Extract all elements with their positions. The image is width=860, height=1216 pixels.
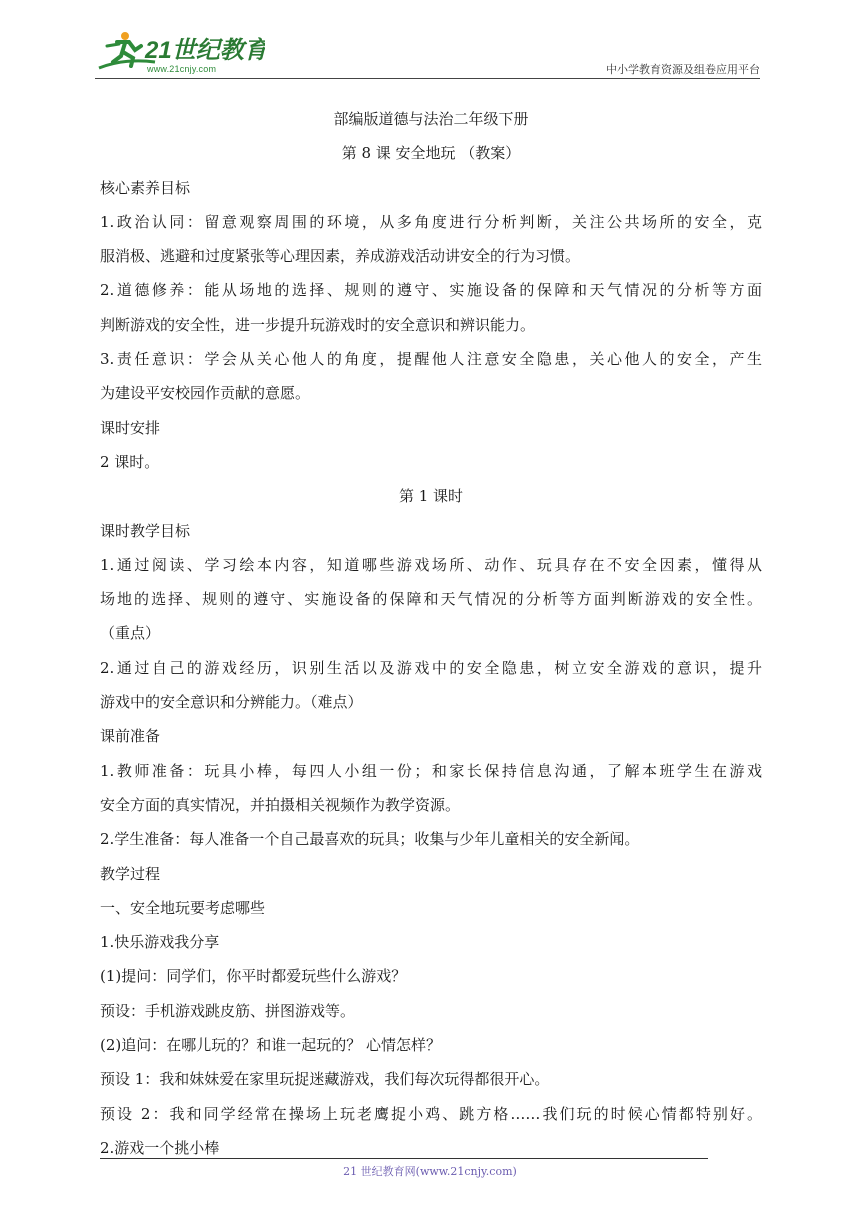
text-line: (2)追问：在哪儿玩的？和谁一起玩的？ 心情怎样？ xyxy=(100,1036,442,1055)
text-line: 第 1 课时 xyxy=(398,487,464,506)
footer-divider xyxy=(100,1158,708,1159)
logo-url: www.21cnjy.com xyxy=(147,64,217,74)
text-line: 判断游戏的安全性，进一步提升玩游戏时的安全意识和辨识能力。 xyxy=(100,315,536,334)
text-line: 2.通过自己的游戏经历，识别生活以及游戏中的安全隐患，树立安全游戏的意识，提升 xyxy=(100,658,762,677)
text-line: 一、安全地玩要考虑哪些 xyxy=(100,898,266,917)
document-body xyxy=(100,102,762,1165)
text-line: （重点） xyxy=(100,624,161,643)
text-line: 游戏中的安全意识和分辨能力。（难点） xyxy=(100,693,363,712)
text-line: 为建设平安校园作贡献的意愿。 xyxy=(100,384,311,403)
text-line: 服消极、逃避和过度紧张等心理因素，养成游戏活动讲安全的行为习惯。 xyxy=(100,247,581,266)
svg-text:21世纪教育: 21世纪教育 xyxy=(145,37,265,64)
text-line: 场地的选择、规则的遵守、实施设备的保障和天气情况的分析等方面判断游戏的安全性。 xyxy=(100,590,762,609)
page-header xyxy=(95,28,760,80)
logo xyxy=(95,28,265,78)
text-line: 预设 1：我和妹妹爱在家里玩捉迷藏游戏，我们每次玩得都很开心。 xyxy=(100,1070,550,1089)
text-line: 教学过程 xyxy=(100,864,161,883)
text-line: 课前准备 xyxy=(100,727,161,746)
footer-link[interactable]: 21 世纪教育网(www.21cnjy.com) xyxy=(343,1165,517,1178)
text-line: 第 8 课 安全地玩 （教案） xyxy=(341,144,521,163)
text-line: 3.责任意识：学会从关心他人的角度，提醒他人注意安全隐患，关心他人的安全，产生 xyxy=(100,350,762,369)
text-line: 核心素养目标 xyxy=(100,178,191,197)
text-line: 2.游戏一个挑小棒 xyxy=(100,1138,220,1157)
text-line: 1.教师准备：玩具小棒，每四人小组一份；和家长保持信息沟通，了解本班学生在游戏 xyxy=(100,761,762,780)
text-line: 1.快乐游戏我分享 xyxy=(100,933,220,952)
text-line: 预设 2：我和同学经常在操场上玩老鹰捉小鸡、跳方格……我们玩的时候心情都特别好。 xyxy=(100,1104,762,1123)
text-line: 2.道德修养：能从场地的选择、规则的遵守、实施设备的保障和天气情况的分析等方面 xyxy=(100,281,762,300)
text-line: 1.通过阅读、学习绘本内容，知道哪些游戏场所、动作、玩具存在不安全因素，懂得从 xyxy=(100,555,762,574)
header-divider xyxy=(95,78,760,79)
text-line: 2.学生准备：每人准备一个自己最喜欢的玩具；收集与少年儿童相关的安全新闻。 xyxy=(100,830,640,849)
text-line: 预设：手机游戏跳皮筋、拼图游戏等。 xyxy=(100,1001,356,1020)
text-line: 安全方面的真实情况，并拍摄相关视频作为教学资源。 xyxy=(100,795,461,814)
text-line: 1.政治认同：留意观察周围的环境，从多角度进行分析判断，关注公共场所的安全，克 xyxy=(100,212,762,231)
text-line: 课时教学目标 xyxy=(100,521,191,540)
platform-tagline: 中小学教育资源及组卷应用平台 xyxy=(606,63,760,76)
text-line: 2 课时。 xyxy=(100,452,160,471)
text-line: 部编版道德与法治二年级下册 xyxy=(333,110,529,128)
text-line: (1)提问：同学们，你平时都爱玩些什么游戏？ xyxy=(100,967,407,986)
text-line: 课时安排 xyxy=(100,418,161,437)
